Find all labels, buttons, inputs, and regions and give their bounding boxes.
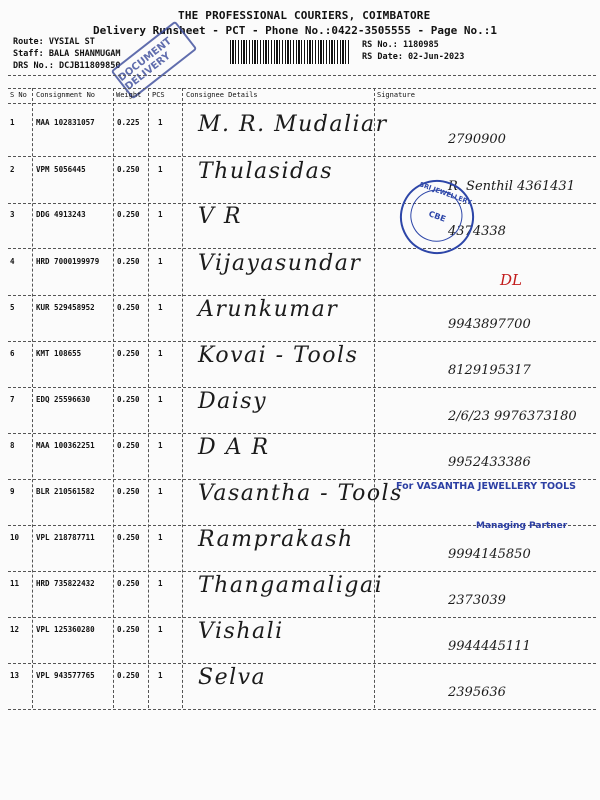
col-weight: Weight bbox=[116, 91, 142, 99]
row-signature: 2/6/23 9976373180 bbox=[448, 409, 577, 424]
row-sno: 11 bbox=[10, 579, 20, 588]
row-weight: 0.250 bbox=[117, 625, 140, 634]
col-consignee: Consignee Details bbox=[186, 91, 258, 99]
column-divider bbox=[32, 88, 33, 708]
row-signature: 8129195317 bbox=[448, 363, 531, 378]
divider bbox=[8, 103, 596, 104]
row-signature: 2395636 bbox=[448, 685, 506, 700]
row-consignment: VPL 218787711 bbox=[36, 533, 95, 542]
row-consignment: HRD 7000199979 bbox=[36, 257, 100, 266]
row-pcs: 1 bbox=[158, 303, 163, 312]
row-weight: 0.250 bbox=[117, 257, 140, 266]
row-signature: R. Senthil 4361431 bbox=[448, 179, 575, 194]
row-consignment: VPM 5056445 bbox=[36, 165, 86, 174]
column-divider bbox=[374, 88, 375, 708]
vasantha-stamp-line2: Managing Partner bbox=[476, 521, 568, 531]
row-pcs: 1 bbox=[158, 349, 163, 358]
row-signature: 2790900 bbox=[448, 132, 506, 147]
seal-center-text: CBE bbox=[427, 209, 447, 224]
row-pcs: 1 bbox=[158, 210, 163, 219]
row-weight: 0.250 bbox=[117, 303, 140, 312]
rs-number: RS No.: 1180985 bbox=[362, 40, 439, 50]
row-consignee-handwriting: Thulasidas bbox=[198, 159, 333, 184]
col-sno: S No bbox=[10, 91, 27, 99]
row-divider bbox=[8, 571, 596, 572]
row-weight: 0.225 bbox=[117, 118, 140, 127]
row-divider bbox=[8, 248, 596, 249]
row-pcs: 1 bbox=[158, 257, 163, 266]
row-sno: 6 bbox=[10, 349, 15, 358]
row-divider bbox=[8, 663, 596, 664]
row-divider bbox=[8, 341, 596, 342]
row-pcs: 1 bbox=[158, 487, 163, 496]
divider bbox=[8, 75, 596, 76]
row-divider bbox=[8, 387, 596, 388]
row-divider bbox=[8, 295, 596, 296]
row-pcs: 1 bbox=[158, 579, 163, 588]
column-divider bbox=[182, 88, 183, 708]
row-sno: 12 bbox=[10, 625, 20, 634]
row-consignment: HRD 735822432 bbox=[36, 579, 95, 588]
col-consignment: Consignment No bbox=[36, 91, 96, 99]
row-sno: 13 bbox=[10, 671, 20, 680]
row-consignment: DDG 4913243 bbox=[36, 210, 86, 219]
row-sno: 3 bbox=[10, 210, 15, 219]
row-consignee-handwriting: Ramprakash bbox=[198, 527, 354, 552]
company-title: THE PROFESSIONAL COURIERS, COIMBATORE bbox=[178, 9, 431, 22]
row-consignee-handwriting: Vijayasundar bbox=[198, 251, 362, 276]
row-sno: 1 bbox=[10, 118, 15, 127]
document-delivery-stamp: DOCUMENT DELIVERY bbox=[111, 21, 198, 100]
drs-number: DRS No.: DCJB11809850 bbox=[13, 61, 121, 71]
row-consignee-handwriting: Thangamaligai bbox=[198, 573, 384, 598]
row-sno: 4 bbox=[10, 257, 15, 266]
row-consignee-handwriting: V R bbox=[198, 204, 242, 229]
row-pcs: 1 bbox=[158, 533, 163, 542]
row-weight: 0.250 bbox=[117, 349, 140, 358]
row-consignee-handwriting: Vishali bbox=[198, 619, 284, 644]
row-divider bbox=[8, 203, 596, 204]
column-divider bbox=[113, 88, 114, 708]
col-signature: Signature bbox=[377, 91, 415, 99]
row-sno: 9 bbox=[10, 487, 15, 496]
row-weight: 0.250 bbox=[117, 165, 140, 174]
row-signature: 9994145850 bbox=[448, 547, 531, 562]
row-consignment: BLR 210561582 bbox=[36, 487, 95, 496]
row-pcs: 1 bbox=[158, 671, 163, 680]
row-signature: 4374338 bbox=[448, 224, 506, 239]
row-weight: 0.250 bbox=[117, 579, 140, 588]
col-pcs: PCS bbox=[152, 91, 165, 99]
row-weight: 0.250 bbox=[117, 487, 140, 496]
route-label: Route: VYSIAL ST bbox=[13, 37, 95, 47]
row-consignment: KMT 108655 bbox=[36, 349, 82, 358]
row-consignee-handwriting: M. R. Mudaliar bbox=[198, 112, 388, 137]
seal-top-text: SRI JEWELLERY bbox=[418, 180, 473, 207]
row-consignee-handwriting: Daisy bbox=[198, 389, 268, 414]
barcode bbox=[230, 40, 350, 64]
row-consignment: MAA 102831057 bbox=[36, 118, 95, 127]
row-consignee-handwriting: Arunkumar bbox=[198, 297, 339, 322]
row-weight: 0.250 bbox=[117, 671, 140, 680]
row-consignee-handwriting: Kovai - Tools bbox=[198, 343, 359, 368]
row-consignment: VPL 943577765 bbox=[36, 671, 95, 680]
runsheet-title: Delivery Runsheet - PCT - Phone No.:0422-3505555 - Page No.:1 bbox=[93, 24, 497, 37]
row-sno: 2 bbox=[10, 165, 15, 174]
row-signature: 9943897700 bbox=[448, 317, 531, 332]
row-pcs: 1 bbox=[158, 395, 163, 404]
row-sno: 10 bbox=[10, 533, 20, 542]
row-consignment: EDQ 25596630 bbox=[36, 395, 91, 404]
row-signature: 2373039 bbox=[448, 593, 506, 608]
row-weight: 0.250 bbox=[117, 395, 140, 404]
row-pcs: 1 bbox=[158, 118, 163, 127]
column-divider bbox=[148, 88, 149, 708]
row-signature: DL bbox=[500, 271, 522, 289]
row-consignment: KUR 529458952 bbox=[36, 303, 95, 312]
row-weight: 0.250 bbox=[117, 441, 140, 450]
staff-label: Staff: BALA SHANMUGAM bbox=[13, 49, 121, 59]
row-consignment: MAA 100362251 bbox=[36, 441, 95, 450]
row-weight: 0.250 bbox=[117, 533, 140, 542]
row-consignment: VPL 125360280 bbox=[36, 625, 95, 634]
row-sno: 8 bbox=[10, 441, 15, 450]
row-weight: 0.250 bbox=[117, 210, 140, 219]
row-divider bbox=[8, 433, 596, 434]
row-signature: 9952433386 bbox=[448, 455, 531, 470]
row-sno: 7 bbox=[10, 395, 15, 404]
row-consignee-handwriting: Selva bbox=[198, 665, 267, 690]
row-sno: 5 bbox=[10, 303, 15, 312]
vasantha-stamp-line1: For VASANTHA JEWELLERY TOOLS bbox=[396, 481, 577, 492]
row-divider bbox=[8, 156, 596, 157]
row-divider bbox=[8, 617, 596, 618]
row-divider bbox=[8, 479, 596, 480]
row-pcs: 1 bbox=[158, 625, 163, 634]
divider bbox=[8, 88, 596, 89]
rs-date: RS Date: 02-Jun-2023 bbox=[362, 52, 465, 62]
row-consignee-handwriting: Vasantha - Tools bbox=[198, 481, 403, 506]
row-consignee-handwriting: D A R bbox=[198, 435, 270, 460]
row-pcs: 1 bbox=[158, 441, 163, 450]
row-signature: 9944445111 bbox=[448, 639, 531, 654]
row-divider bbox=[8, 709, 596, 710]
row-pcs: 1 bbox=[158, 165, 163, 174]
